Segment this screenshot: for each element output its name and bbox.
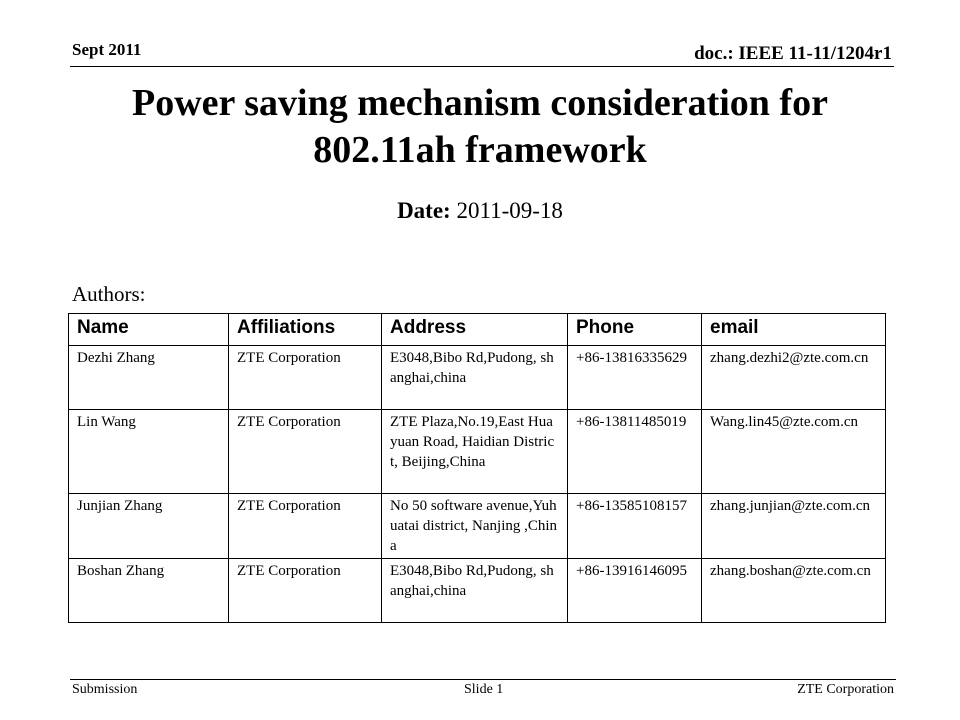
- author-name: Dezhi Zhang: [69, 346, 229, 410]
- author-phone: +86-13585108157: [568, 494, 702, 559]
- author-email: Wang.lin45@zte.com.cn: [702, 410, 886, 494]
- author-affiliation: ZTE Corporation: [229, 559, 382, 623]
- author-email: zhang.junjian@zte.com.cn: [702, 494, 886, 559]
- header-doc-id: doc.: IEEE 11-11/1204r1: [694, 43, 892, 64]
- authors-table: [68, 313, 886, 623]
- author-name: Lin Wang: [69, 410, 229, 494]
- table-row: [69, 410, 886, 494]
- header-date: Sept 2011: [72, 40, 142, 59]
- table-row: [69, 559, 886, 623]
- column-header: Phone: [568, 314, 702, 346]
- date-line: [0, 198, 960, 224]
- author-name: Junjian Zhang: [69, 494, 229, 559]
- authors-label: Authors:: [72, 282, 146, 306]
- column-header: email: [702, 314, 886, 346]
- footer-company: ZTE Corporation: [797, 682, 894, 697]
- author-name: Boshan Zhang: [69, 559, 229, 623]
- date-value: 2011-09-18: [456, 198, 563, 223]
- footer-rule: [70, 679, 896, 680]
- author-email: zhang.boshan@zte.com.cn: [702, 559, 886, 623]
- date-label: Date:: [397, 198, 451, 223]
- author-phone: +86-13811485019: [568, 410, 702, 494]
- header-rule: [70, 66, 894, 67]
- footer-submission: Submission: [72, 682, 138, 697]
- column-header: Affiliations: [229, 314, 382, 346]
- author-address: ZTE Plaza,No.19,East Huayuan Road, Haidian District, Beijing,China: [382, 410, 568, 494]
- author-phone: +86-13816335629: [568, 346, 702, 410]
- author-email: zhang.dezhi2@zte.com.cn: [702, 346, 886, 410]
- footer-slide-number: Slide 1: [464, 682, 504, 697]
- slide-title: Power saving mechanism consideration for 802.11ah framework: [132, 82, 828, 171]
- author-affiliation: ZTE Corporation: [229, 346, 382, 410]
- author-phone: +86-13916146095: [568, 559, 702, 623]
- table-row: [69, 346, 886, 410]
- author-address: E3048,Bibo Rd,Pudong, shanghai,china: [382, 559, 568, 623]
- column-header: Address: [382, 314, 568, 346]
- author-address: No 50 software avenue,Yuhuatai district, Nanjing ,China: [382, 494, 568, 559]
- column-header: Name: [69, 314, 229, 346]
- author-address: E3048,Bibo Rd,Pudong, shanghai,china: [382, 346, 568, 410]
- author-affiliation: ZTE Corporation: [229, 494, 382, 559]
- table-row: [69, 494, 886, 559]
- author-affiliation: ZTE Corporation: [229, 410, 382, 494]
- table-header-row: [69, 314, 886, 346]
